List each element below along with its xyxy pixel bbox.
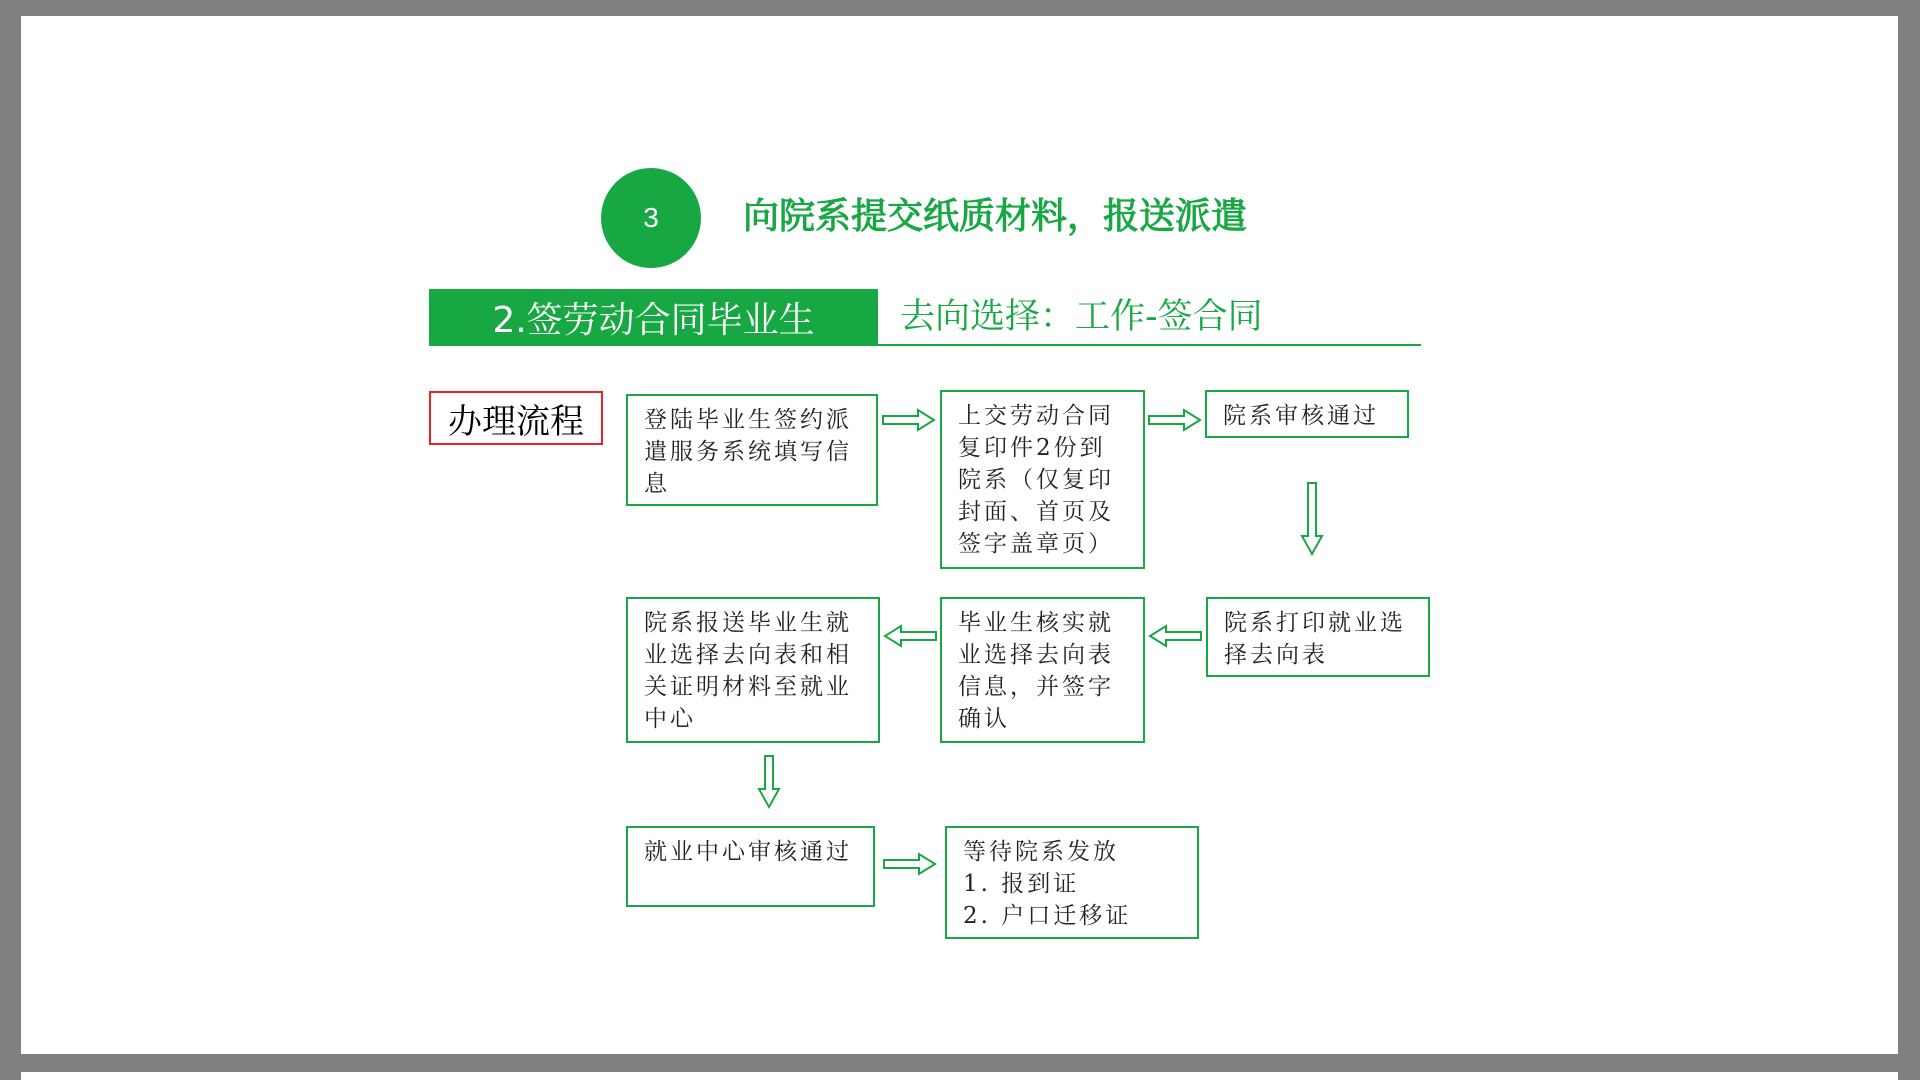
step-title: 向院系提交纸质材料，报送派遣 xyxy=(743,196,1248,237)
flow-box-submit-contract: 上交劳动合同复印件2份到院系（仅复印封面、首页及签字盖章页） xyxy=(940,390,1145,569)
flow-box-dept-report: 院系报送毕业生就业选择去向表和相关证明材料至就业中心 xyxy=(626,597,880,743)
section-label-bar: 2.签劳动合同毕业生 xyxy=(429,289,878,346)
process-label: 办理流程 xyxy=(429,391,603,445)
arrow-right-icon xyxy=(1148,409,1202,431)
section-subtitle: 去向选择：工作-签合同 xyxy=(900,297,1263,337)
arrow-left-icon xyxy=(1148,625,1202,647)
arrow-down-icon xyxy=(1300,482,1324,556)
flow-box-login: 登陆毕业生签约派遣服务系统填写信息 xyxy=(626,394,878,506)
flow-box-dept-print: 院系打印就业选择去向表 xyxy=(1206,597,1430,677)
flow-box-grad-verify: 毕业生核实就业选择去向表信息，并签字确认 xyxy=(940,597,1145,743)
arrow-right-icon xyxy=(883,853,937,875)
bottom-strip xyxy=(21,1072,1898,1080)
section-divider xyxy=(878,344,1421,346)
arrow-right-icon xyxy=(882,409,936,431)
step-number-circle: 3 xyxy=(601,168,701,268)
arrow-left-icon xyxy=(883,625,937,647)
flow-box-dept-approve: 院系审核通过 xyxy=(1205,390,1409,438)
flow-box-center-approve: 就业中心审核通过 xyxy=(626,826,875,907)
arrow-down-icon xyxy=(757,755,781,809)
flow-box-wait-issue: 等待院系发放 1. 报到证 2. 户口迁移证 xyxy=(945,826,1199,939)
